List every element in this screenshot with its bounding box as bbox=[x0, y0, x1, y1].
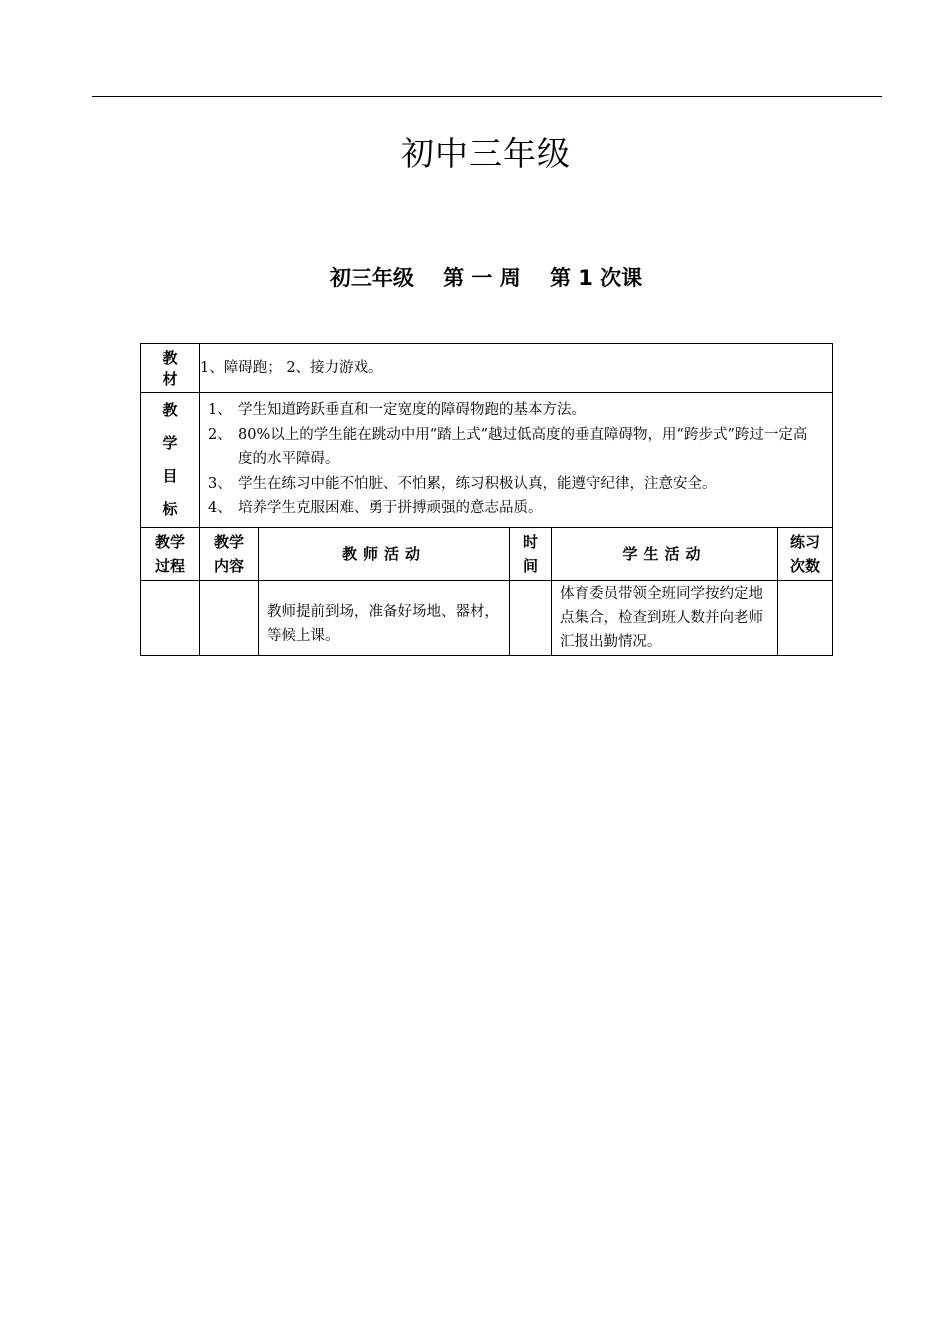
table-row bbox=[141, 581, 833, 656]
page-title: 初中三年级 bbox=[401, 134, 571, 173]
cell-count bbox=[778, 581, 833, 656]
header-process: 教学 过程 bbox=[141, 528, 200, 581]
header-time: 时 间 bbox=[510, 528, 552, 581]
goal-item: 2、 80%以上的学生能在跳动中用“踏上式”越过低高度的垂直障碍物，用“跨步式”跨过一定高度的水平障碍。 bbox=[208, 426, 808, 468]
lesson-subtitle: 初三年级 第 一 周 第 1 次课 bbox=[329, 266, 643, 290]
cell-teacher-activity: 教师提前到场，准备好场地、器材，等候上课。 bbox=[259, 581, 510, 656]
goal-item: 4、 培养学生克服困难、勇于拼搏顽强的意志品质。 bbox=[208, 500, 543, 517]
cell-content bbox=[200, 581, 259, 656]
goals-label: 教 学 目 标 bbox=[141, 393, 200, 528]
header-student: 学生活动 bbox=[552, 528, 778, 581]
materials-row bbox=[141, 344, 833, 393]
goal-item: 3、 学生在练习中能不怕脏、不怕累，练习积极认真，能遵守纪律，注意安全。 bbox=[208, 475, 717, 492]
lesson-plan-table bbox=[140, 343, 833, 656]
header-rule bbox=[92, 96, 882, 97]
header-count: 练习 次数 bbox=[778, 528, 833, 581]
column-header-row bbox=[141, 528, 833, 581]
goals-list bbox=[200, 393, 833, 528]
header-content: 教学 内容 bbox=[200, 528, 259, 581]
materials-label: 教 材 bbox=[141, 344, 200, 393]
goals-row bbox=[141, 393, 833, 528]
header-teacher: 教师活动 bbox=[259, 528, 510, 581]
goal-item: 1、 学生知道跨跃垂直和一定宽度的障碍物跑的基本方法。 bbox=[208, 402, 586, 419]
materials-text: 1、障碍跑； 2、接力游戏。 bbox=[200, 344, 833, 393]
cell-time bbox=[510, 581, 552, 656]
cell-student-activity: 体育委员带领全班同学按约定地点集合，检查到班人数并向老师汇报出勤情况。 bbox=[552, 581, 778, 656]
cell-process bbox=[141, 581, 200, 656]
